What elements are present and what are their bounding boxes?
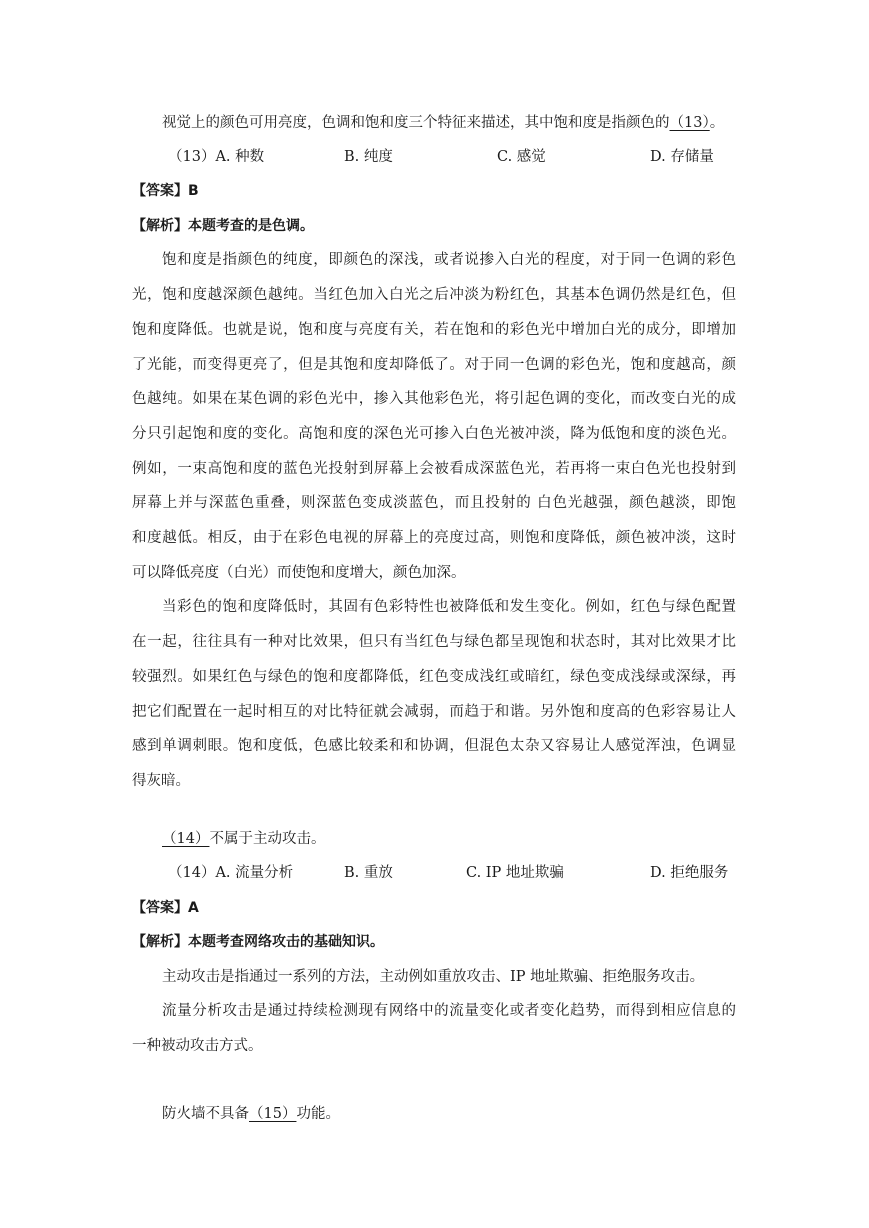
paragraph-line: 分只引起饱和度的变化。高饱和度的深色光可掺入白色光被冲淡，降为低饱和度的淡色光。: [132, 426, 736, 442]
question-13-stem-end: 。: [709, 115, 725, 131]
paragraph-line: 和度越低。相反，由于在彩色电视的屏幕上的亮度过高，则饱和度降低，颜色被冲淡，这时: [132, 530, 736, 546]
paragraph-line: 得灰暗。: [132, 773, 190, 789]
paragraph-line: 当彩色的饱和度降低时，其固有色彩特性也被降低和发生变化。例如，红色与绿色配置: [162, 599, 736, 615]
question-13-stem: [162, 113, 724, 133]
question-13-option-c: C. 感觉: [497, 149, 546, 165]
answer-value: A: [188, 900, 199, 916]
paragraph-line: 饱和度是指颜色的纯度，即颜色的深浅，或者说掺入白光的程度，对于同一色调的彩色: [162, 252, 736, 268]
paragraph-line: 一种被动攻击方式。: [132, 1038, 263, 1054]
paragraph-line: 把它们配置在一起时相互的对比特征就会减弱，而趋于和谐。另外饱和度高的色彩容易让人: [132, 704, 736, 720]
paragraph-line: 感到单调刺眼。饱和度低，色感比较柔和和协调，但混色太杂又容易让人感觉浑浊，色调显: [132, 738, 736, 754]
question-13-stem-text: 视觉上的颜色可用亮度，色调和饱和度三个特征来描述，其中饱和度是指颜色的: [162, 115, 670, 131]
answer-value: B: [188, 183, 199, 199]
paragraph-line: 在一起，往往具有一种对比效果，但只有当红色与绿色都呈现饱和状态时，其对比效果才比: [132, 634, 736, 650]
paragraph-line: 例如，一束高饱和度的蓝色光投射到屏幕上会被看成深蓝色光，若再将一束白色光也投射到: [132, 461, 736, 477]
question-13-option-d: D. 存储量: [650, 149, 714, 165]
paragraph-line: 色越纯。如果在某色调的彩色光中，掺入其他彩色光，将引起色调的变化，而改变白光的成: [132, 391, 736, 407]
paragraph-line: 饱和度降低。也就是说，饱和度与亮度有关，若在饱和的彩色光中增加白光的成分，即增加: [132, 322, 736, 338]
question-14-option-c: C. IP 地址欺骗: [466, 865, 564, 881]
paragraph-line: 主动攻击是指通过一系列的方法，主动例如重放攻击、IP 地址欺骗、拒绝服务攻击。: [162, 969, 705, 985]
paragraph-line: 光，饱和度越深颜色越纯。当红色加入白光之后冲淡为粉红色，其基本色调仍然是红色，但: [132, 287, 736, 303]
question-14-stem: [162, 829, 325, 849]
question-13-answer: [132, 181, 199, 201]
question-14-option-b: B. 重放: [344, 865, 393, 881]
analysis-label: 【解析】: [132, 218, 188, 234]
analysis-label: 【解析】: [132, 934, 188, 950]
paragraph-line: 可以降低亮度（白光）而使饱和度增大，颜色加深。: [132, 565, 466, 581]
paragraph-line: 了光能，而变得更亮了，但是其饱和度却降低了。对于同一色调的彩色光，饱和度越高，颜: [132, 357, 736, 373]
question-13-option-b: B. 纯度: [344, 149, 393, 165]
question-14-blank: （14）: [162, 831, 210, 847]
question-14-answer: [132, 898, 199, 918]
question-15-stem-text: 防火墙不具备: [162, 1106, 249, 1122]
question-15-blank: （15）: [249, 1106, 297, 1122]
question-15-stem-end: 功能。: [296, 1106, 340, 1122]
paragraph-line: 流量分析攻击是通过持续检测现有网络中的流量变化或者变化趋势，而得到相应信息的: [162, 1003, 736, 1019]
question-14-option-a: （14）A. 流量分析: [168, 865, 294, 881]
question-14-analysis-heading: [132, 932, 384, 952]
question-15-stem: [162, 1104, 340, 1124]
question-14-option-d: D. 拒绝服务: [650, 865, 729, 881]
question-13-blank: （13）: [669, 115, 710, 131]
question-13-analysis-heading: [132, 216, 314, 236]
analysis-title: 本题考查网络攻击的基础知识。: [188, 934, 384, 950]
paragraph-line: 屏幕上并与深蓝色重叠，则深蓝色变成淡蓝色，而且投射的 白色光越强，颜色越淡，即饱: [132, 495, 736, 511]
question-13-option-a: （13）A. 种数: [168, 149, 265, 165]
answer-label: 【答案】: [132, 183, 188, 199]
paragraph-line: 较强烈。如果红色与绿色的饱和度都降低，红色变成浅红或暗红，绿色变成浅绿或深绿，再: [132, 669, 736, 685]
question-14-stem-text: 不属于主动攻击。: [209, 831, 326, 847]
answer-label: 【答案】: [132, 900, 188, 916]
analysis-title: 本题考查的是色调。: [188, 218, 314, 234]
